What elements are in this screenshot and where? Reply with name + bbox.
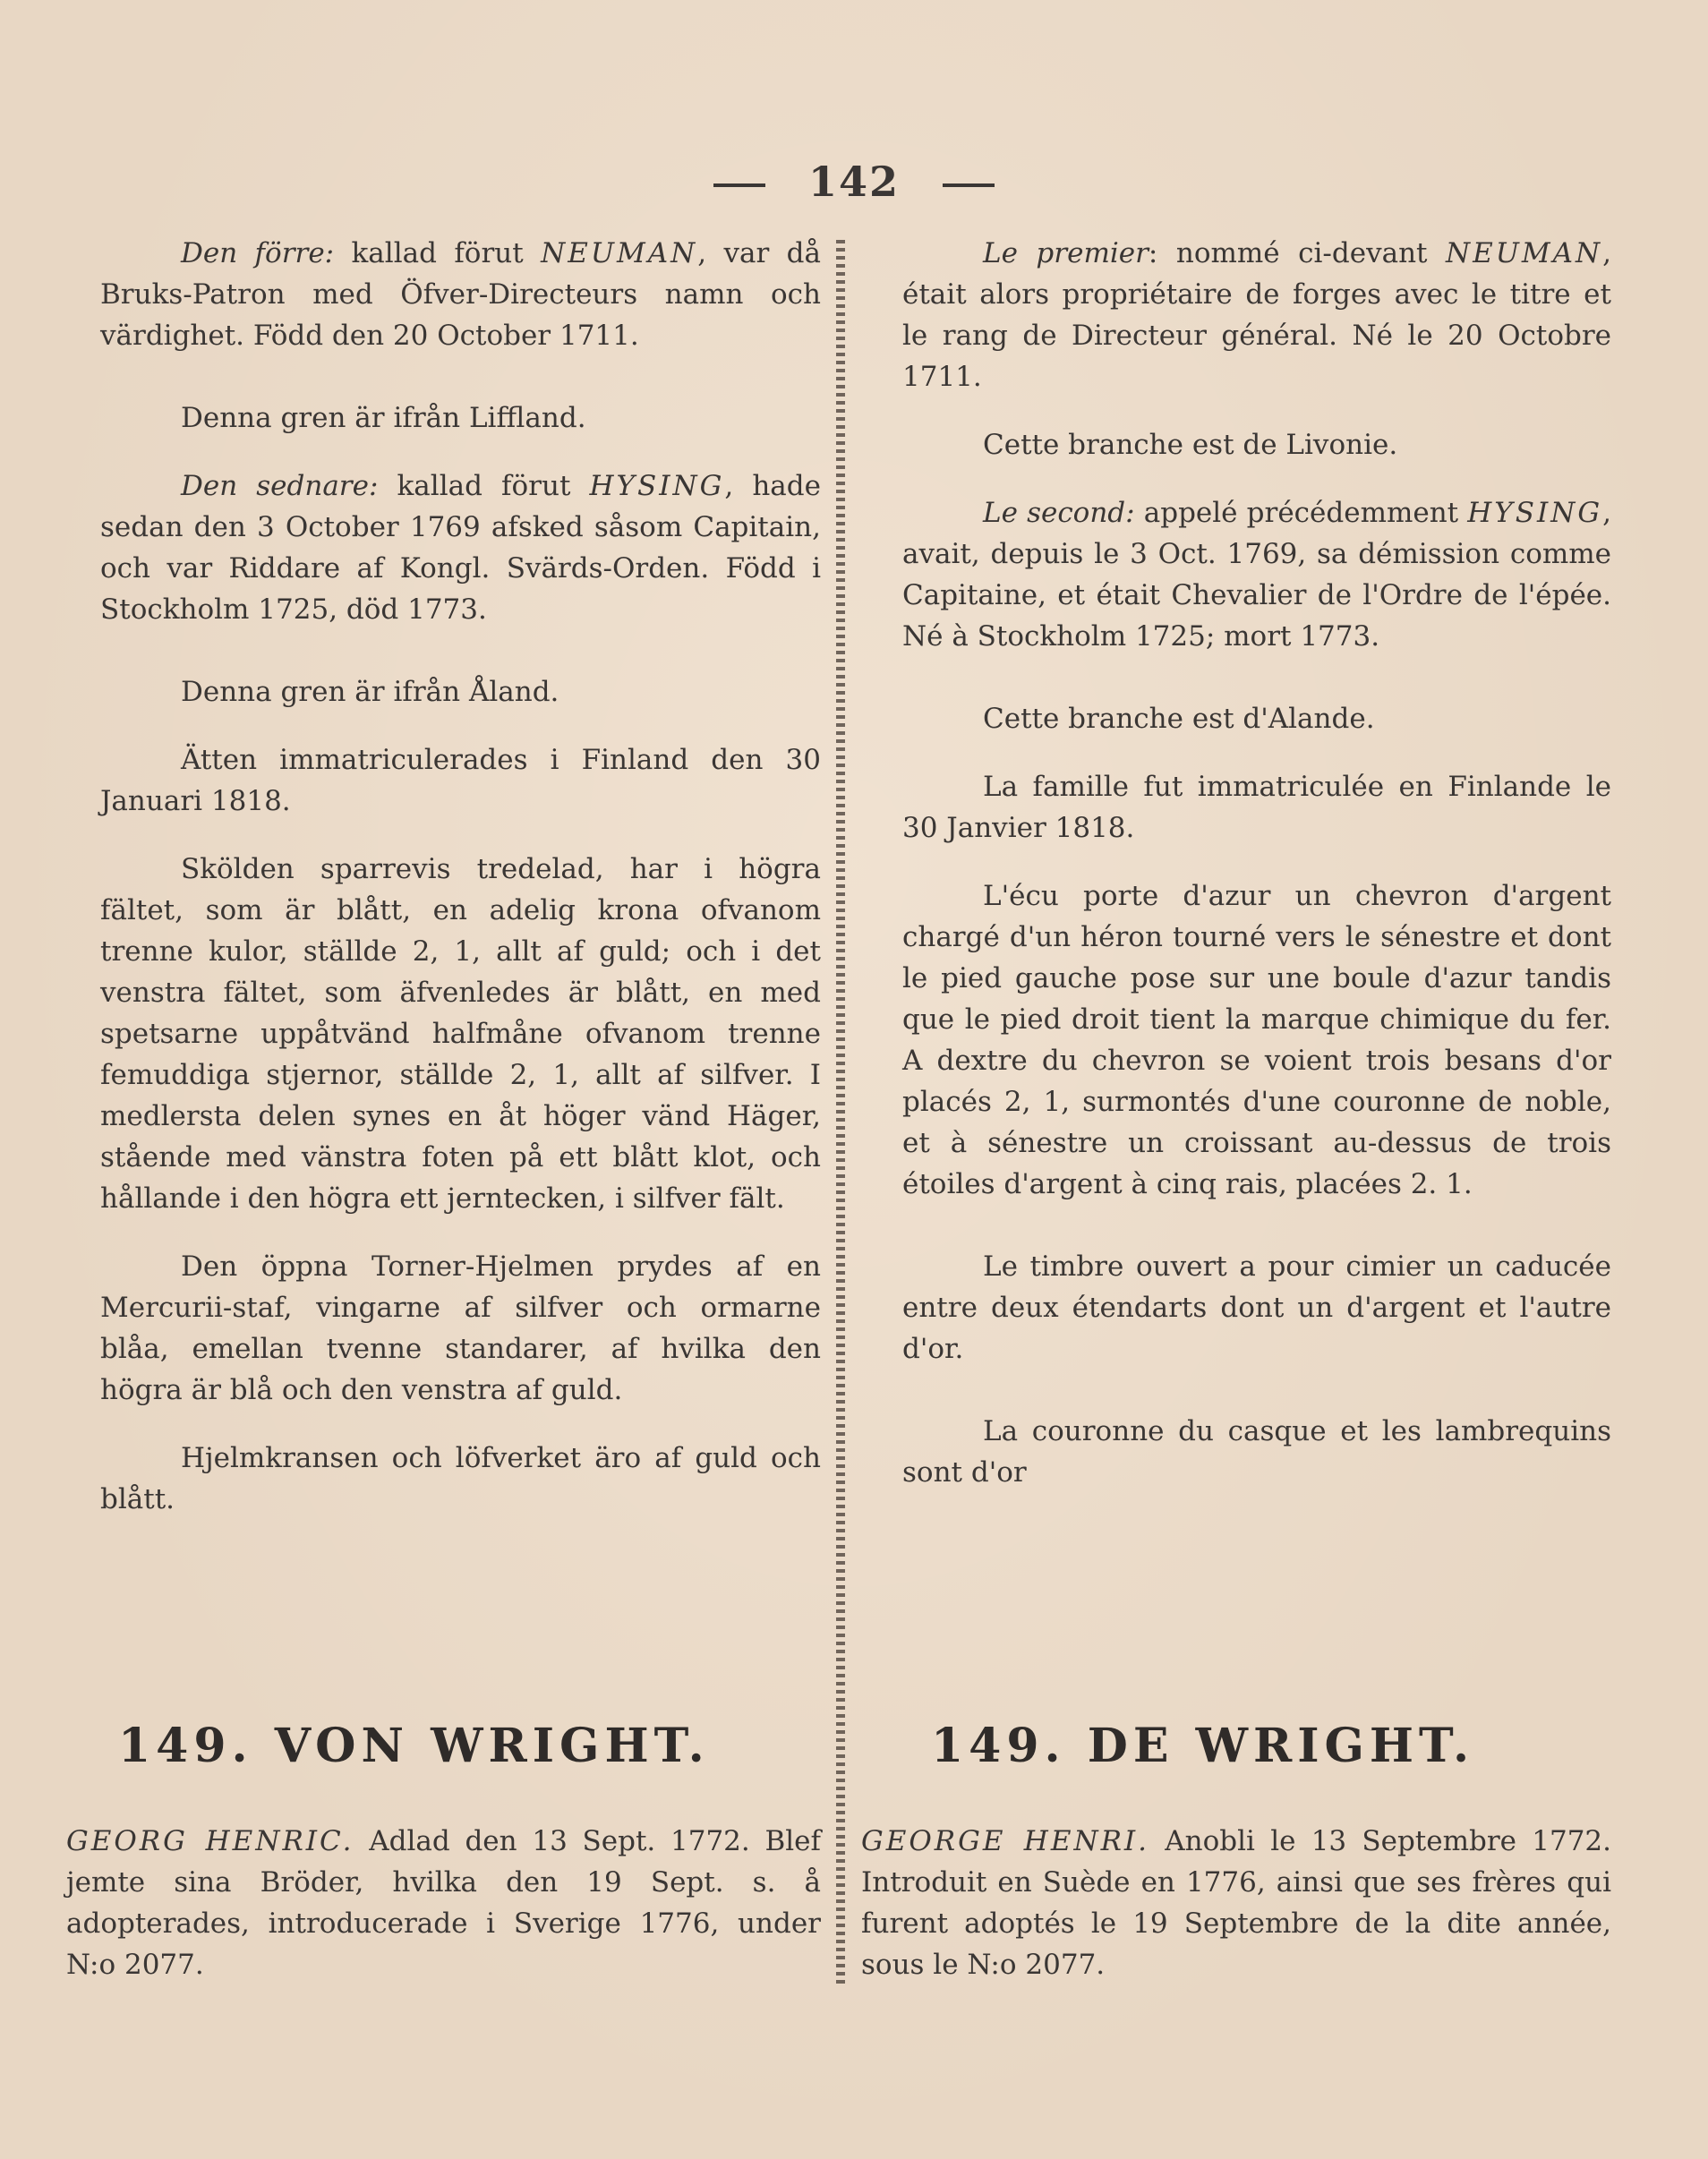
left-p9-name: GEORG HENRIC. — [66, 1825, 354, 1857]
left-paragraph-6: Skölden sparrevis tredelad, har i högra fältet, som är blått, en adelig krona ofvanom trenne kulor, ställde 2, 1, allt af guld; och i det venstra fältet, som äfvenledes är blått, en med spetsarne uppåtvänd halfmåne ofvanom trenne femuddiga stjernor, ställde 2, 1, allt af silfver. I medlersta delen synes en åt höger vänd Häger, stående med vänstra foten på ett blått klot, och hållande i den högra ett jerntecken, i silfver fält. — [100, 853, 821, 1215]
right-p3-text-a: appelé précédemment — [1134, 497, 1468, 529]
right-paragraph-5: La famille fut immatriculée en Finlande le 30 Janvier 1818. — [902, 771, 1611, 844]
right-paragraph-1 — [902, 233, 1611, 397]
right-p9-name: GEORGE HENRI. — [861, 1825, 1150, 1857]
left-p3-text-a: kallad förut — [378, 470, 590, 502]
left-paragraph-9 — [66, 1821, 821, 1985]
left-paragraph-5: Ätten immatriculerades i Finland den 30 Januari 1818. — [100, 744, 821, 817]
right-p3-text-b: , avait, depuis le 3 Oct. 1769, sa démission comme Capitaine, et était Chevalier de l'Ordre de l'épée. Né à Stockholm 1725; mort 1773. — [902, 497, 1611, 653]
right-column — [902, 233, 1611, 1493]
right-paragraph-3 — [902, 492, 1611, 657]
header-dash-left — [713, 183, 765, 187]
left-section-title: 149. VON WRIGHT. — [118, 1719, 710, 1773]
right-paragraph-2: Cette branche est de Livonie. — [983, 429, 1398, 461]
right-p3-italic: Le second: — [983, 497, 1135, 529]
left-column — [100, 233, 821, 1520]
right-p1-text-b: , était alors propriétaire de forges avec le titre et le rang de Directeur général. Né le 20 Octobre 1711. — [902, 237, 1611, 393]
left-paragraph-4: Denna gren är ifrån Åland. — [181, 676, 559, 708]
left-p1-text-b: , var då Bruks-Patron med Öfver-Directeurs namn och värdighet. Född den 20 October 1711. — [100, 237, 821, 352]
left-paragraph-2: Denna gren är ifrån Liffland. — [181, 402, 586, 434]
page-number: 142 — [807, 158, 901, 206]
right-paragraph-7: Le timbre ouvert a pour cimier un caducée entre deux étendarts dont un d'argent et l'autre d'or. — [902, 1250, 1611, 1365]
right-paragraph-8: La couronne du casque et les lambrequins sont d'or — [902, 1415, 1611, 1489]
right-p1-text-a: : nommé ci-devant — [1148, 237, 1446, 269]
header-dash-right — [943, 183, 995, 187]
left-p3-text-b: , hade sedan den 3 October 1769 afsked såsom Capitain, och var Riddare af Kongl. Svärds-Orden. Född i Stockholm 1725, död 1773. — [100, 470, 821, 626]
left-p1-italic: Den förre: — [181, 237, 335, 269]
right-paragraph-6: L'écu porte d'azur un chevron d'argent chargé d'un héron tourné vers le sénestre et dont le pied gauche pose sur une boule d'azur tandis que le pied droit tient la marque chimique du fer. A dextre du chevron se voient trois besans d'or placés 2, 1, surmontés d'une couronne de noble, et à sénestre un croissant au-dessus de trois étoiles d'argent à cinq rais, placées 2. 1. — [902, 880, 1611, 1200]
right-p3-name: HYSING — [1467, 497, 1603, 529]
left-paragraph-7: Den öppna Torner-Hjelmen prydes af en Mercurii-staf, vingarne af silfver och ormarne blåa, emellan tvenne standarer, af hvilka den högra är blå och den venstra af guld. — [100, 1250, 821, 1406]
left-paragraph-3 — [100, 465, 821, 630]
right-p1-italic: Le premier — [983, 237, 1149, 269]
right-p9-text: Anobli le 13 Septembre 1772. Introduit en Suède en 1776, ainsi que ses frères qui furent adoptés le 19 Septembre de la dite année, sous le N:o 2077. — [861, 1825, 1612, 1981]
right-p1-name: NEUMAN — [1446, 237, 1603, 269]
left-p9-text: Adlad den 13 Sept. 1772. Blef jemte sina Bröder, hvilka den 19 Sept. s. å adopterades, introducerade i Sverige 1776, under N:o 2077. — [66, 1825, 822, 1981]
column-divider — [836, 240, 845, 1985]
left-paragraph-8: Hjelmkransen och löfverket äro af guld och blått. — [100, 1442, 821, 1515]
page-header — [0, 158, 1708, 206]
left-paragraph-1 — [100, 233, 821, 356]
right-section-title: 149. DE WRIGHT. — [931, 1719, 1475, 1773]
left-p1-name: NEUMAN — [541, 237, 698, 269]
left-p3-name: HYSING — [589, 470, 725, 502]
right-paragraph-4: Cette branche est d'Alande. — [983, 703, 1375, 735]
right-paragraph-9 — [861, 1821, 1611, 1985]
left-p1-text-a: kallad förut — [334, 237, 542, 269]
left-p3-italic: Den sednare: — [181, 470, 379, 502]
